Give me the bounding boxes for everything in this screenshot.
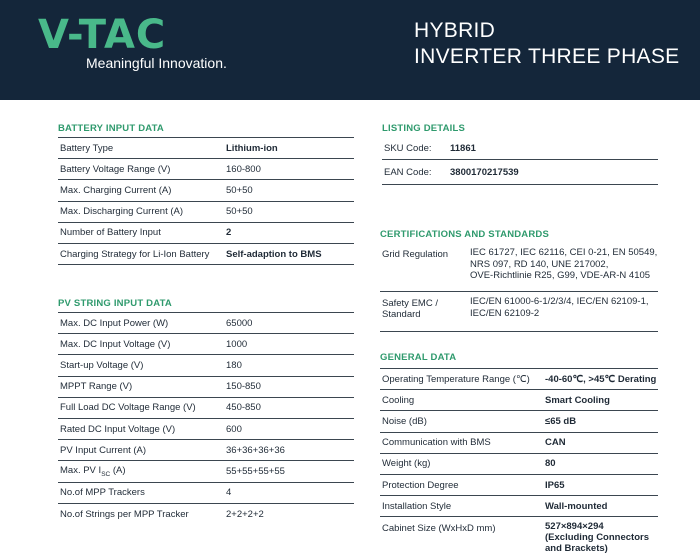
table-row xyxy=(380,454,658,475)
row-label: Max. Discharging Current (A) xyxy=(60,206,184,218)
row-value: 50+50 xyxy=(226,206,253,218)
row-label: Max. DC Input Voltage (V) xyxy=(60,338,171,350)
value-line: 527×894×294 xyxy=(545,521,604,533)
table-row xyxy=(382,137,658,160)
table-row xyxy=(58,244,354,265)
table-row xyxy=(58,159,354,180)
table-row xyxy=(58,355,354,376)
section-title: LISTING DETAILS xyxy=(382,123,466,134)
row-label: Communication with BMS xyxy=(382,437,491,449)
value-line: OVE-Richtlinie R25, G99, VDE-AR-N 4105 xyxy=(470,270,651,281)
row-label xyxy=(382,298,438,320)
row-label: Rated DC Input Voltage (V) xyxy=(60,423,176,435)
table-row xyxy=(380,475,658,496)
value-line: (Excluding Connectors xyxy=(545,532,649,544)
table-row xyxy=(58,483,354,504)
row-label: Protection Degree xyxy=(382,479,459,491)
row-value: 55+55+55+55 xyxy=(226,465,285,477)
row-label: Battery Voltage Range (V) xyxy=(60,163,171,175)
row-value xyxy=(470,247,657,282)
table-row xyxy=(58,223,354,244)
value-line: IEC 61727, IEC 62116, CEI 0-21, EN 50549, xyxy=(470,247,658,258)
row-value: Wall-mounted xyxy=(545,500,608,512)
row-value: 65000 xyxy=(226,317,253,329)
table-row xyxy=(382,160,658,185)
row-value: 36+36+36+36 xyxy=(226,444,285,456)
value-line: IEC/EN 61000-6-1/2/3/4, IEC/EN 62109-1, xyxy=(470,296,649,307)
row-value xyxy=(470,296,649,319)
row-value: 3800170217539 xyxy=(450,166,519,178)
product-title xyxy=(414,18,679,70)
row-label: Noise (dB) xyxy=(382,415,427,427)
table-row xyxy=(380,369,658,390)
row-label: Start-up Voltage (V) xyxy=(60,359,144,371)
row-label: Max. Charging Current (A) xyxy=(60,184,172,196)
row-label: PV Input Current (A) xyxy=(60,444,147,456)
label-suffix: (A) xyxy=(110,464,126,476)
table-row xyxy=(380,517,658,557)
table-row xyxy=(58,461,354,482)
battery-input-section xyxy=(58,123,354,265)
row-label: Operating Temperature Range (℃) xyxy=(382,373,530,385)
row-value: 4 xyxy=(226,487,232,499)
table-row xyxy=(58,398,354,419)
general-data-section xyxy=(380,352,658,557)
product-title-line1: HYBRID xyxy=(414,19,496,42)
brand-tagline: Meaningful Innovation. xyxy=(86,55,227,71)
row-value: Self-adaption to BMS xyxy=(226,248,322,260)
label-line: Safety EMC / xyxy=(382,298,438,309)
row-label: Cooling xyxy=(382,394,415,406)
table-row xyxy=(380,433,658,454)
row-label: Weight (kg) xyxy=(382,458,431,470)
certifications-section xyxy=(380,229,658,332)
table-row xyxy=(380,411,658,432)
row-label: Charging Strategy for Li-Ion Battery xyxy=(60,248,210,260)
section-title: CERTIFICATIONS AND STANDARDS xyxy=(380,229,550,240)
section-title: GENERAL DATA xyxy=(380,352,457,363)
row-value: Smart Cooling xyxy=(545,394,610,406)
row-label: MPPT Range (V) xyxy=(60,381,133,393)
page-header xyxy=(0,0,700,100)
row-value xyxy=(545,521,649,554)
table-row xyxy=(58,440,354,461)
row-value: 2+2+2+2 xyxy=(226,508,264,520)
table-row xyxy=(58,180,354,201)
row-value: -40-60℃, >45℃ Derating xyxy=(545,373,657,385)
product-title-line2: INVERTER THREE PHASE xyxy=(414,45,680,68)
row-label xyxy=(60,465,126,478)
table-row xyxy=(58,334,354,355)
row-label: Cabinet Size (WxHxD mm) xyxy=(382,523,496,535)
row-label: SKU Code: xyxy=(384,142,432,154)
section-title: BATTERY INPUT DATA xyxy=(58,123,164,134)
value-line: and Brackets) xyxy=(545,543,608,555)
row-value: 450-850 xyxy=(226,402,261,414)
table-row xyxy=(58,419,354,440)
table-row xyxy=(380,496,658,517)
row-value: 180 xyxy=(226,359,242,371)
label-line: Standard xyxy=(382,309,421,320)
label-subscript: SC xyxy=(101,470,111,478)
row-label: Battery Type xyxy=(60,142,114,154)
value-line: NRS 097, RD 140, UNE 217002, xyxy=(470,258,609,270)
row-label: Grid Regulation xyxy=(382,249,449,260)
row-label: Max. DC Input Power (W) xyxy=(60,317,169,329)
row-value: 1000 xyxy=(226,338,248,350)
brand-logo: V-TAC xyxy=(38,12,167,58)
row-value: IP65 xyxy=(545,479,565,491)
row-value: 11861 xyxy=(450,142,476,154)
row-label: Full Load DC Voltage Range (V) xyxy=(60,402,196,414)
row-value: Lithium-ion xyxy=(226,142,278,154)
row-label: EAN Code: xyxy=(384,166,432,178)
row-value: ≤65 dB xyxy=(545,415,577,427)
row-value: 160-800 xyxy=(226,163,261,175)
row-value: 80 xyxy=(545,458,556,470)
row-value: 150-850 xyxy=(226,381,261,393)
section-title: PV STRING INPUT DATA xyxy=(58,298,172,309)
pv-string-input-section xyxy=(58,298,354,525)
row-value: 600 xyxy=(226,423,242,435)
listing-details-section xyxy=(382,123,658,185)
value-line: IEC/EN 62109-2 xyxy=(470,307,540,319)
table-row xyxy=(380,390,658,411)
table-row xyxy=(58,202,354,223)
row-label: No.of Strings per MPP Tracker xyxy=(60,508,189,520)
row-value: 50+50 xyxy=(226,184,253,196)
label-prefix: Max. PV I xyxy=(60,464,102,476)
table-row xyxy=(58,313,354,334)
table-row xyxy=(58,377,354,398)
table-row xyxy=(58,138,354,159)
row-value: 2 xyxy=(226,227,232,239)
table-row xyxy=(380,292,658,332)
row-label: Installation Style xyxy=(382,500,452,512)
table-row xyxy=(380,243,658,292)
table-row xyxy=(58,504,354,525)
row-label: Number of Battery Input xyxy=(60,227,161,239)
row-value: CAN xyxy=(545,437,566,449)
row-label: No.of MPP Trackers xyxy=(60,487,145,499)
